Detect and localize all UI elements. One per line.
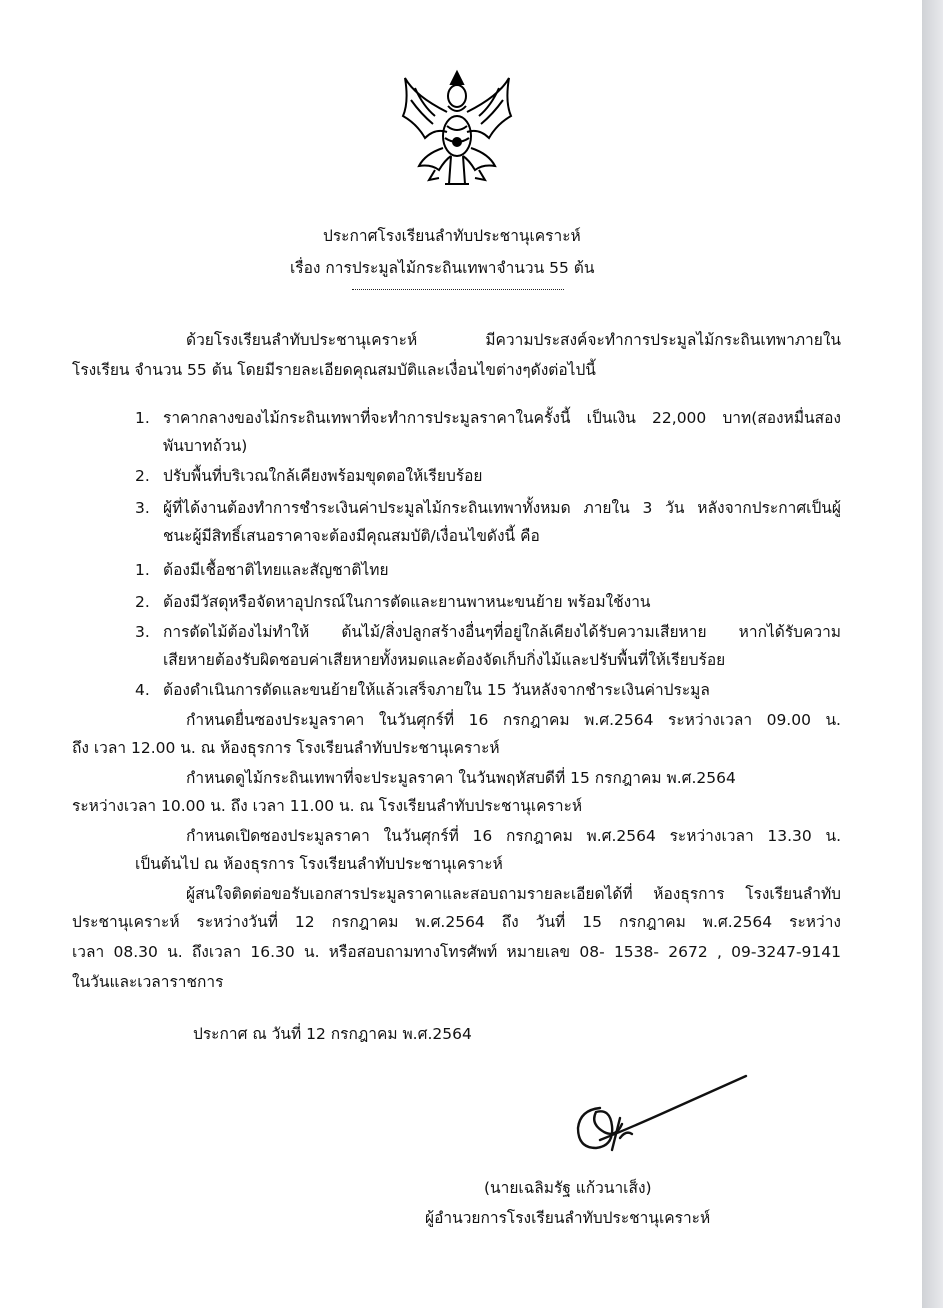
list1-item-2-line-1: ปรับพื้นที่บริเวณใกล้เคียงพร้อมขุดตอให้เรียบร้อย bbox=[163, 467, 483, 485]
schedule-view-line-2: ระหว่างเวลา 10.00 น. ถึง เวลา 11.00 น. ณ โรงเรียนลำทับประชานุเคราะห์ bbox=[72, 797, 583, 815]
list1-item-3-line-2: ชนะผู้มีสิทธิ์เสนอราคาจะต้องมีคุณสมบัติ/เงื่อนไขดังนี้ คือ bbox=[163, 527, 540, 545]
schedule-open-line-2: เป็นต้นไป ณ ห้องธุรการ โรงเรียนลำทับประชานุเคราะห์ bbox=[135, 855, 503, 873]
list1-item-1-line-2: พันบาทถ้วน) bbox=[163, 437, 248, 455]
garuda-emblem-icon bbox=[395, 66, 519, 188]
schedule-submit-line-1: กำหนดยื่นซองประมูลราคา ในวันศุกร์ที่ 16 กรกฎาคม พ.ศ.2564 ระหว่างเวลา 09.00 น. bbox=[186, 711, 841, 729]
contact-line-4: ในวันและเวลาราชการ bbox=[72, 973, 224, 991]
schedule-view-line-1: กำหนดดูไม้กระถินเทพาที่จะประมูลราคา ในวันพฤหัสบดีที่ 15 กรกฎาคม พ.ศ.2564 bbox=[186, 769, 736, 787]
list1-item-3-line-1: ผู้ที่ได้งานต้องทำการชำระเงินค่าประมูลไม้กระถินเทพาทั้งหมด ภายใน 3 วัน หลังจากประกาศเป็นผู้ bbox=[163, 499, 841, 517]
list1-num-1: 1. bbox=[135, 409, 150, 427]
list2-num-3: 3. bbox=[135, 623, 150, 641]
signatory-name: (นายเฉลิมรัฐ แก้วนาเส็ง) bbox=[484, 1179, 652, 1197]
list2-item-1: ต้องมีเชื้อชาติไทยและสัญชาติไทย bbox=[163, 561, 389, 579]
intro-line-2: โรงเรียน จำนวน 55 ต้น โดยมีรายละเอียดคุณสมบัติและเงื่อนไขต่างๆดังต่อไปนี้ bbox=[72, 361, 596, 379]
document-title: ประกาศโรงเรียนลำทับประชานุเคราะห์ bbox=[323, 227, 581, 245]
list2-num-4: 4. bbox=[135, 681, 150, 699]
schedule-submit-line-2: ถึง เวลา 12.00 น. ณ ห้องธุรการ โรงเรียนลำทับประชานุเคราะห์ bbox=[72, 739, 500, 757]
intro-line-1: ด้วยโรงเรียนลำทับประชานุเคราะห์ มีความประสงค์จะทำการประมูลไม้กระถินเทพาภายใน bbox=[186, 331, 841, 349]
schedule-open-line-1: กำหนดเปิดซองประมูลราคา ในวันศุกร์ที่ 16 กรกฎาคม พ.ศ.2564 ระหว่างเวลา 13.30 น. bbox=[186, 827, 841, 845]
list2-item-3-line-1: การตัดไม้ต้องไม่ทำให้ ต้นไม้/สิ่งปลูกสร้างอื่นๆที่อยู่ใกล้เคียงได้รับความเสียหาย หากได้รับความ bbox=[163, 623, 841, 641]
list2-num-1: 1. bbox=[135, 561, 150, 579]
contact-line-1: ผู้สนใจติดต่อขอรับเอกสารประมูลราคาและสอบถามรายละเอียดได้ที่ ห้องธุรการ โรงเรียนลำทับ bbox=[186, 885, 841, 903]
contact-line-2: ประชานุเคราะห์ ระหว่างวันที่ 12 กรกฎาคม พ.ศ.2564 ถึง วันที่ 15 กรกฎาคม พ.ศ.2564 ระหว่าง bbox=[72, 913, 841, 931]
list2-item-4: ต้องดำเนินการตัดและขนย้ายให้แล้วเสร็จภายใน 15 วันหลังจากชำระเงินค่าประมูล bbox=[163, 681, 710, 699]
document-subject: เรื่อง การประมูลไม้กระถินเทพาจำนวน 55 ต้น bbox=[290, 259, 595, 277]
signatory-position: ผู้อำนวยการโรงเรียนลำทับประชานุเคราะห์ bbox=[425, 1209, 711, 1227]
list2-num-2: 2. bbox=[135, 593, 150, 611]
list1-num-3: 3. bbox=[135, 499, 150, 517]
announce-date: ประกาศ ณ วันที่ 12 กรกฎาคม พ.ศ.2564 bbox=[193, 1025, 472, 1043]
list1-num-2: 2. bbox=[135, 467, 150, 485]
contact-line-3: เวลา 08.30 น. ถึงเวลา 16.30 น. หรือสอบถามทางโทรศัพท์ หมายเลข 08- 1538- 2672 , 09-3247-9141 bbox=[72, 943, 841, 961]
list2-item-2: ต้องมีวัสดุหรือจัดหาอุปกรณ์ในการตัดและยานพาหนะขนย้าย พร้อมใช้งาน bbox=[163, 593, 651, 611]
title-divider bbox=[352, 289, 564, 290]
list1-item-1-line-1: ราคากลางของไม้กระถินเทพาที่จะทำการประมูลราคาในครั้งนี้ เป็นเงิน 22,000 บาท(สองหมื่นสอง bbox=[163, 409, 841, 427]
page-edge-shadow bbox=[922, 0, 943, 1308]
signature-icon bbox=[560, 1068, 760, 1158]
list2-item-3-line-2: เสียหายต้องรับผิดชอบค่าเสียหายทั้งหมดและต้องจัดเก็บกิ่งไม้และปรับพื้นที่ให้เรียบร้อย bbox=[163, 651, 726, 669]
